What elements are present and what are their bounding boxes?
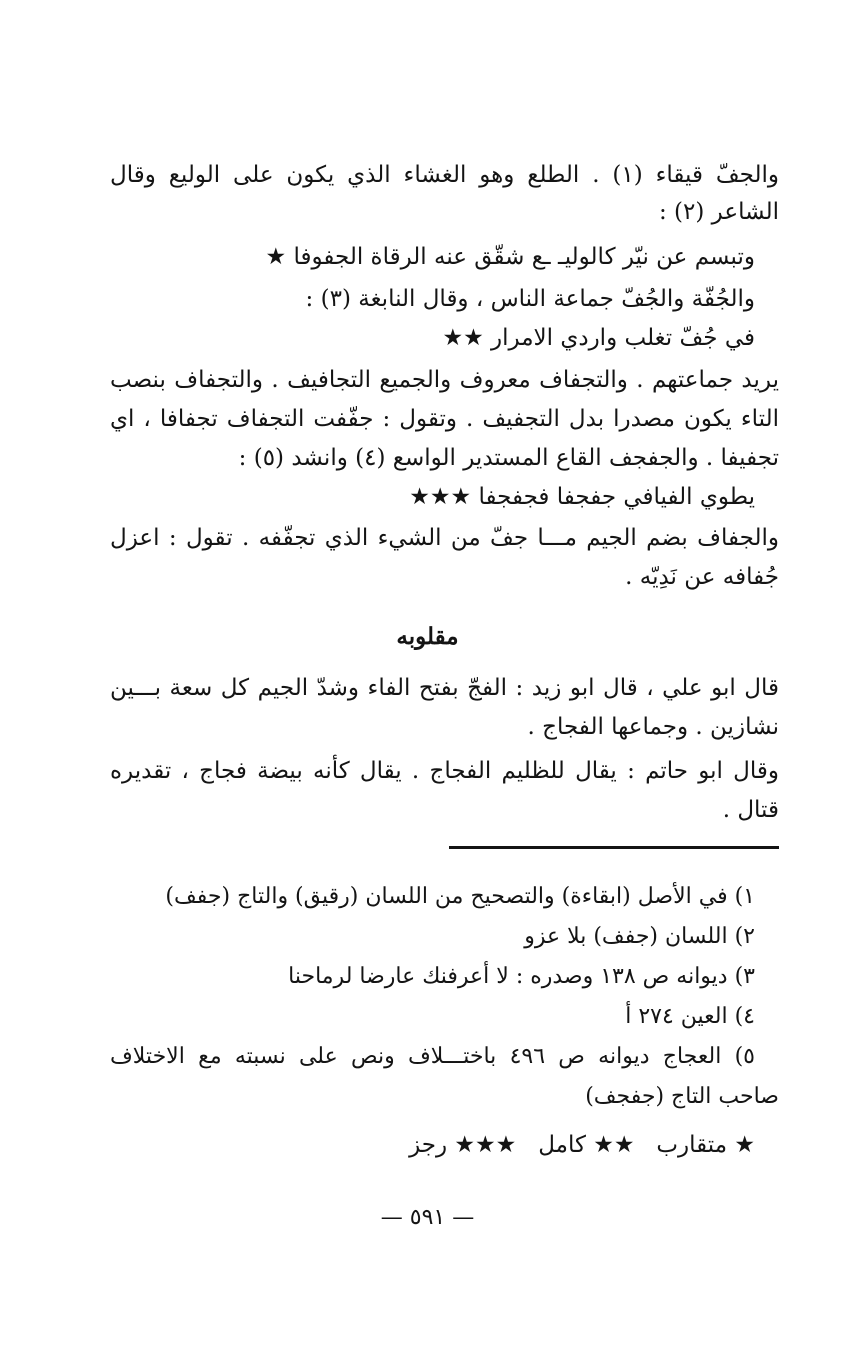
body-line-6: تجفيفا . والجفجف القاع المستدير الواسع (٤) وانشد (٥) : xyxy=(238,445,779,471)
section-heading: مقلوبه xyxy=(396,623,459,650)
body-line-11: وقال ابو حاتم : يقال للظليم الفجاج . يقال كأنه بيضة فجاج ، تقديره xyxy=(110,758,779,784)
body-line-2: الشاعر (٢) : xyxy=(658,199,779,225)
body-line-8: جُفافه عن نَدِيّه . xyxy=(625,564,779,590)
verse-line-3: يطوي الفيافي جفجفا فجفجفا ★★★ xyxy=(409,484,755,510)
body-line-7: والجفاف بضم الجيم مـــا جفّ من الشيء الذي تجفّفه . تقول : اعزل xyxy=(110,525,779,551)
meter-legend: ★ متقارب ★★ كامل ★★★ رجز xyxy=(409,1132,755,1158)
page-number: — ٥٩١ — xyxy=(380,1205,475,1230)
verse-line-2: في جُفّ تغلب واردي الامرار ★★ xyxy=(442,325,755,351)
body-line-5: التاء يكون مصدرا بدل التجفيف . وتقول : جفّفت التجفاف تجفافا ، اي xyxy=(110,406,779,432)
footnote-2: ٢) اللسان (جفف) بلا عزو xyxy=(524,924,755,949)
body-line-10: نشازين . وجماعها الفجاج . xyxy=(527,714,779,740)
body-line-3: والجُفّة والجُفّ جماعة الناس ، وقال النابغة (٣) : xyxy=(305,286,755,312)
footnote-5-continuation: صاحب التاج (جفجف) xyxy=(585,1084,779,1109)
footnote-5: ٥) العجاج ديوانه ص ٤٩٦ باختـــلاف ونص على نسبته مع الاختلاف xyxy=(110,1044,755,1069)
footnote-3: ٣) ديوانه ص ١٣٨ وصدره : لا أعرفنك عارضا لرماحنا xyxy=(288,964,755,989)
body-line-1: والجفّ قيقاء (١) . الطلع وهو الغشاء الذي يكون على الوليع وقال xyxy=(110,162,779,188)
footnote-4: ٤) العين ٢٧٤ أ xyxy=(625,1004,755,1029)
verse-line-1: وتبسم عن نيّر كالوليـ ـع شقّق عنه الرقاة الجفوفا ★ xyxy=(265,244,755,270)
footnote-1: ١) في الأصل (ابقاءة) والتصحيح من اللسان (رقيق) والتاج (جفف) xyxy=(165,884,755,909)
body-line-9: قال ابو علي ، قال ابو زيد : الفجّ بفتح الفاء وشدّ الجيم كل سعة بـــين xyxy=(110,675,779,701)
body-line-12: قتال . xyxy=(722,797,779,823)
footnote-separator xyxy=(449,846,779,849)
body-line-4: يريد جماعتهم . والتجفاف معروف والجميع التجافيف . والتجفاف بنصب xyxy=(110,367,779,393)
